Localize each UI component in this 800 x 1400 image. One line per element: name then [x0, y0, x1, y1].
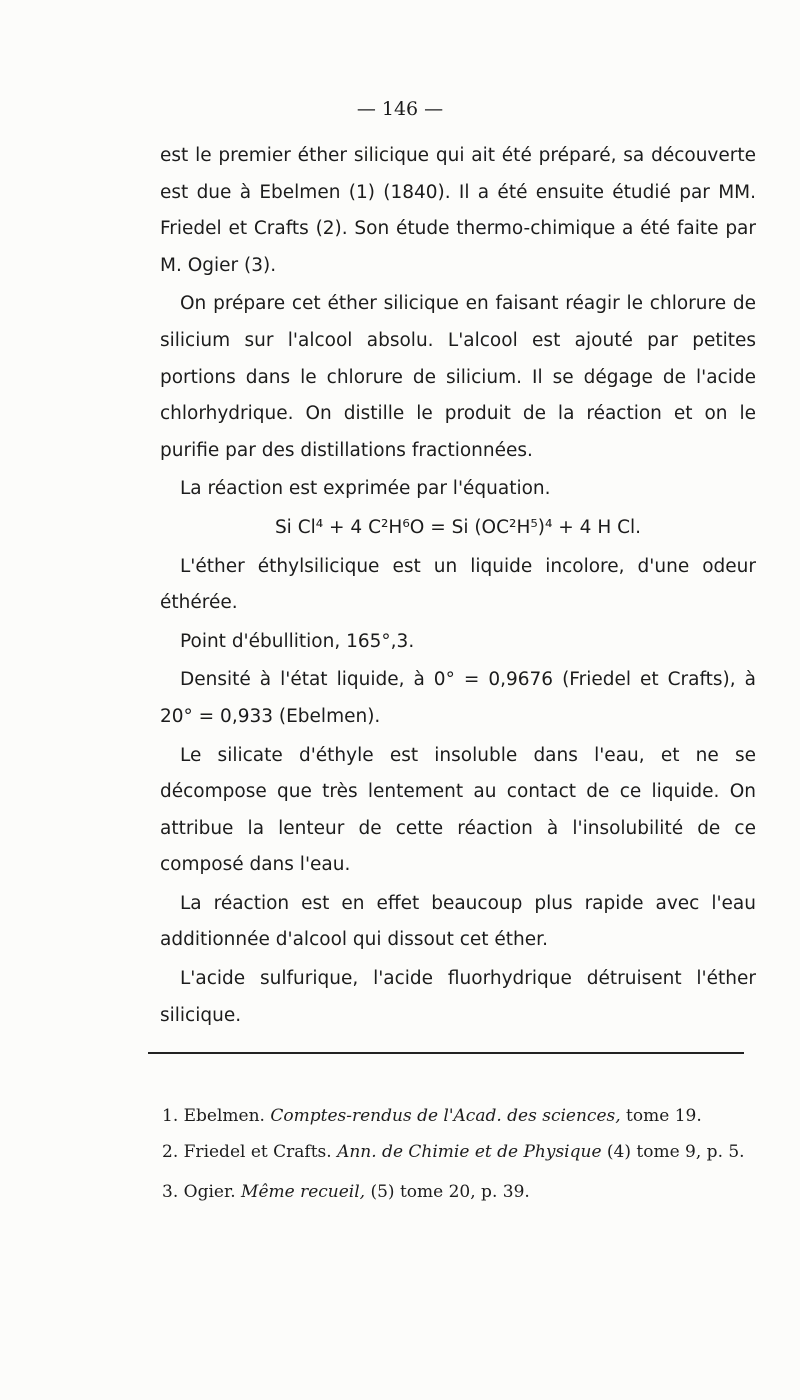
footnote-number: 3. [162, 1182, 179, 1202]
footnote [146, 1098, 756, 1134]
footnote-number: 1. [162, 1106, 179, 1126]
paragraph: L'éther éthylsilicique est un liquide incolore, d'une odeur éthérée. [160, 555, 756, 614]
paragraph: Point d'ébullition, 165°,3. [180, 630, 415, 652]
footnote-title: Même recueil, [241, 1182, 366, 1202]
paragraph: On prépare cet éther silicique en faisant réagir le chlorure de silicium sur l'alcool absolu. L'alcool est ajouté par petites portions dans le chlorure de silicium. Il se dégage de l'acide chlorhydrique. On distille le produit de la réaction et on le purifie par des distillations fractionnées. [160, 293, 756, 461]
footnote-title: Comptes-rendus de l'Acad. des sciences, [270, 1106, 621, 1126]
footnote-rest: tome 19. [626, 1106, 702, 1126]
footnote [146, 1174, 756, 1210]
paragraph: La réaction est exprimée par l'équation. [180, 478, 551, 500]
paragraph: est le premier éther silicique qui ait été préparé, sa découverte est due à Ebelmen (1) (1840). Il a été ensuite étudié par MM. Friedel et Crafts (2). Son étude thermo-chimique a été faite par M. Ogier (3). [160, 145, 756, 276]
paragraph: Densité à l'état liquide, à 0° = 0,9676 (Friedel et Crafts), à 20° = 0,933 (Ebelmen). [160, 669, 756, 727]
footnote-title: Ann. de Chimie et de Physique [337, 1142, 602, 1162]
footnote-rest: (5) tome 20, p. 39. [370, 1182, 530, 1202]
footnote-divider [148, 1052, 744, 1054]
footnote-author: Ogier. [183, 1182, 236, 1202]
chemical-equation: Si Cl⁴ + 4 C²H⁶O = Si (OC²H⁵)⁴ + 4 H Cl. [274, 516, 642, 538]
page-number: — 146 — [356, 98, 444, 120]
paragraph: La réaction est en effet beaucoup plus rapide avec l'eau additionnée d'alcool qui dissout cet éther. [160, 892, 756, 951]
paragraph: Le silicate d'éthyle est insoluble dans l'eau, et ne se décompose que très lentement au contact de ce liquide. On attribue la lenteur de cette réaction à l'insolubilité de ce composé dans l'eau. [160, 744, 756, 876]
footnote-author: Ebelmen. [183, 1106, 265, 1126]
footnotes [146, 1098, 756, 1210]
footnote-author: Friedel et Crafts. [183, 1142, 332, 1162]
footnote-rest: (4) tome 9, p. 5. [606, 1142, 745, 1162]
footnote-number: 2. [162, 1142, 179, 1162]
paragraph: L'acide sulfurique, l'acide fluorhydrique détruisent l'éther silicique. [160, 968, 756, 1026]
footnote [146, 1134, 756, 1170]
body-text [160, 138, 756, 1036]
